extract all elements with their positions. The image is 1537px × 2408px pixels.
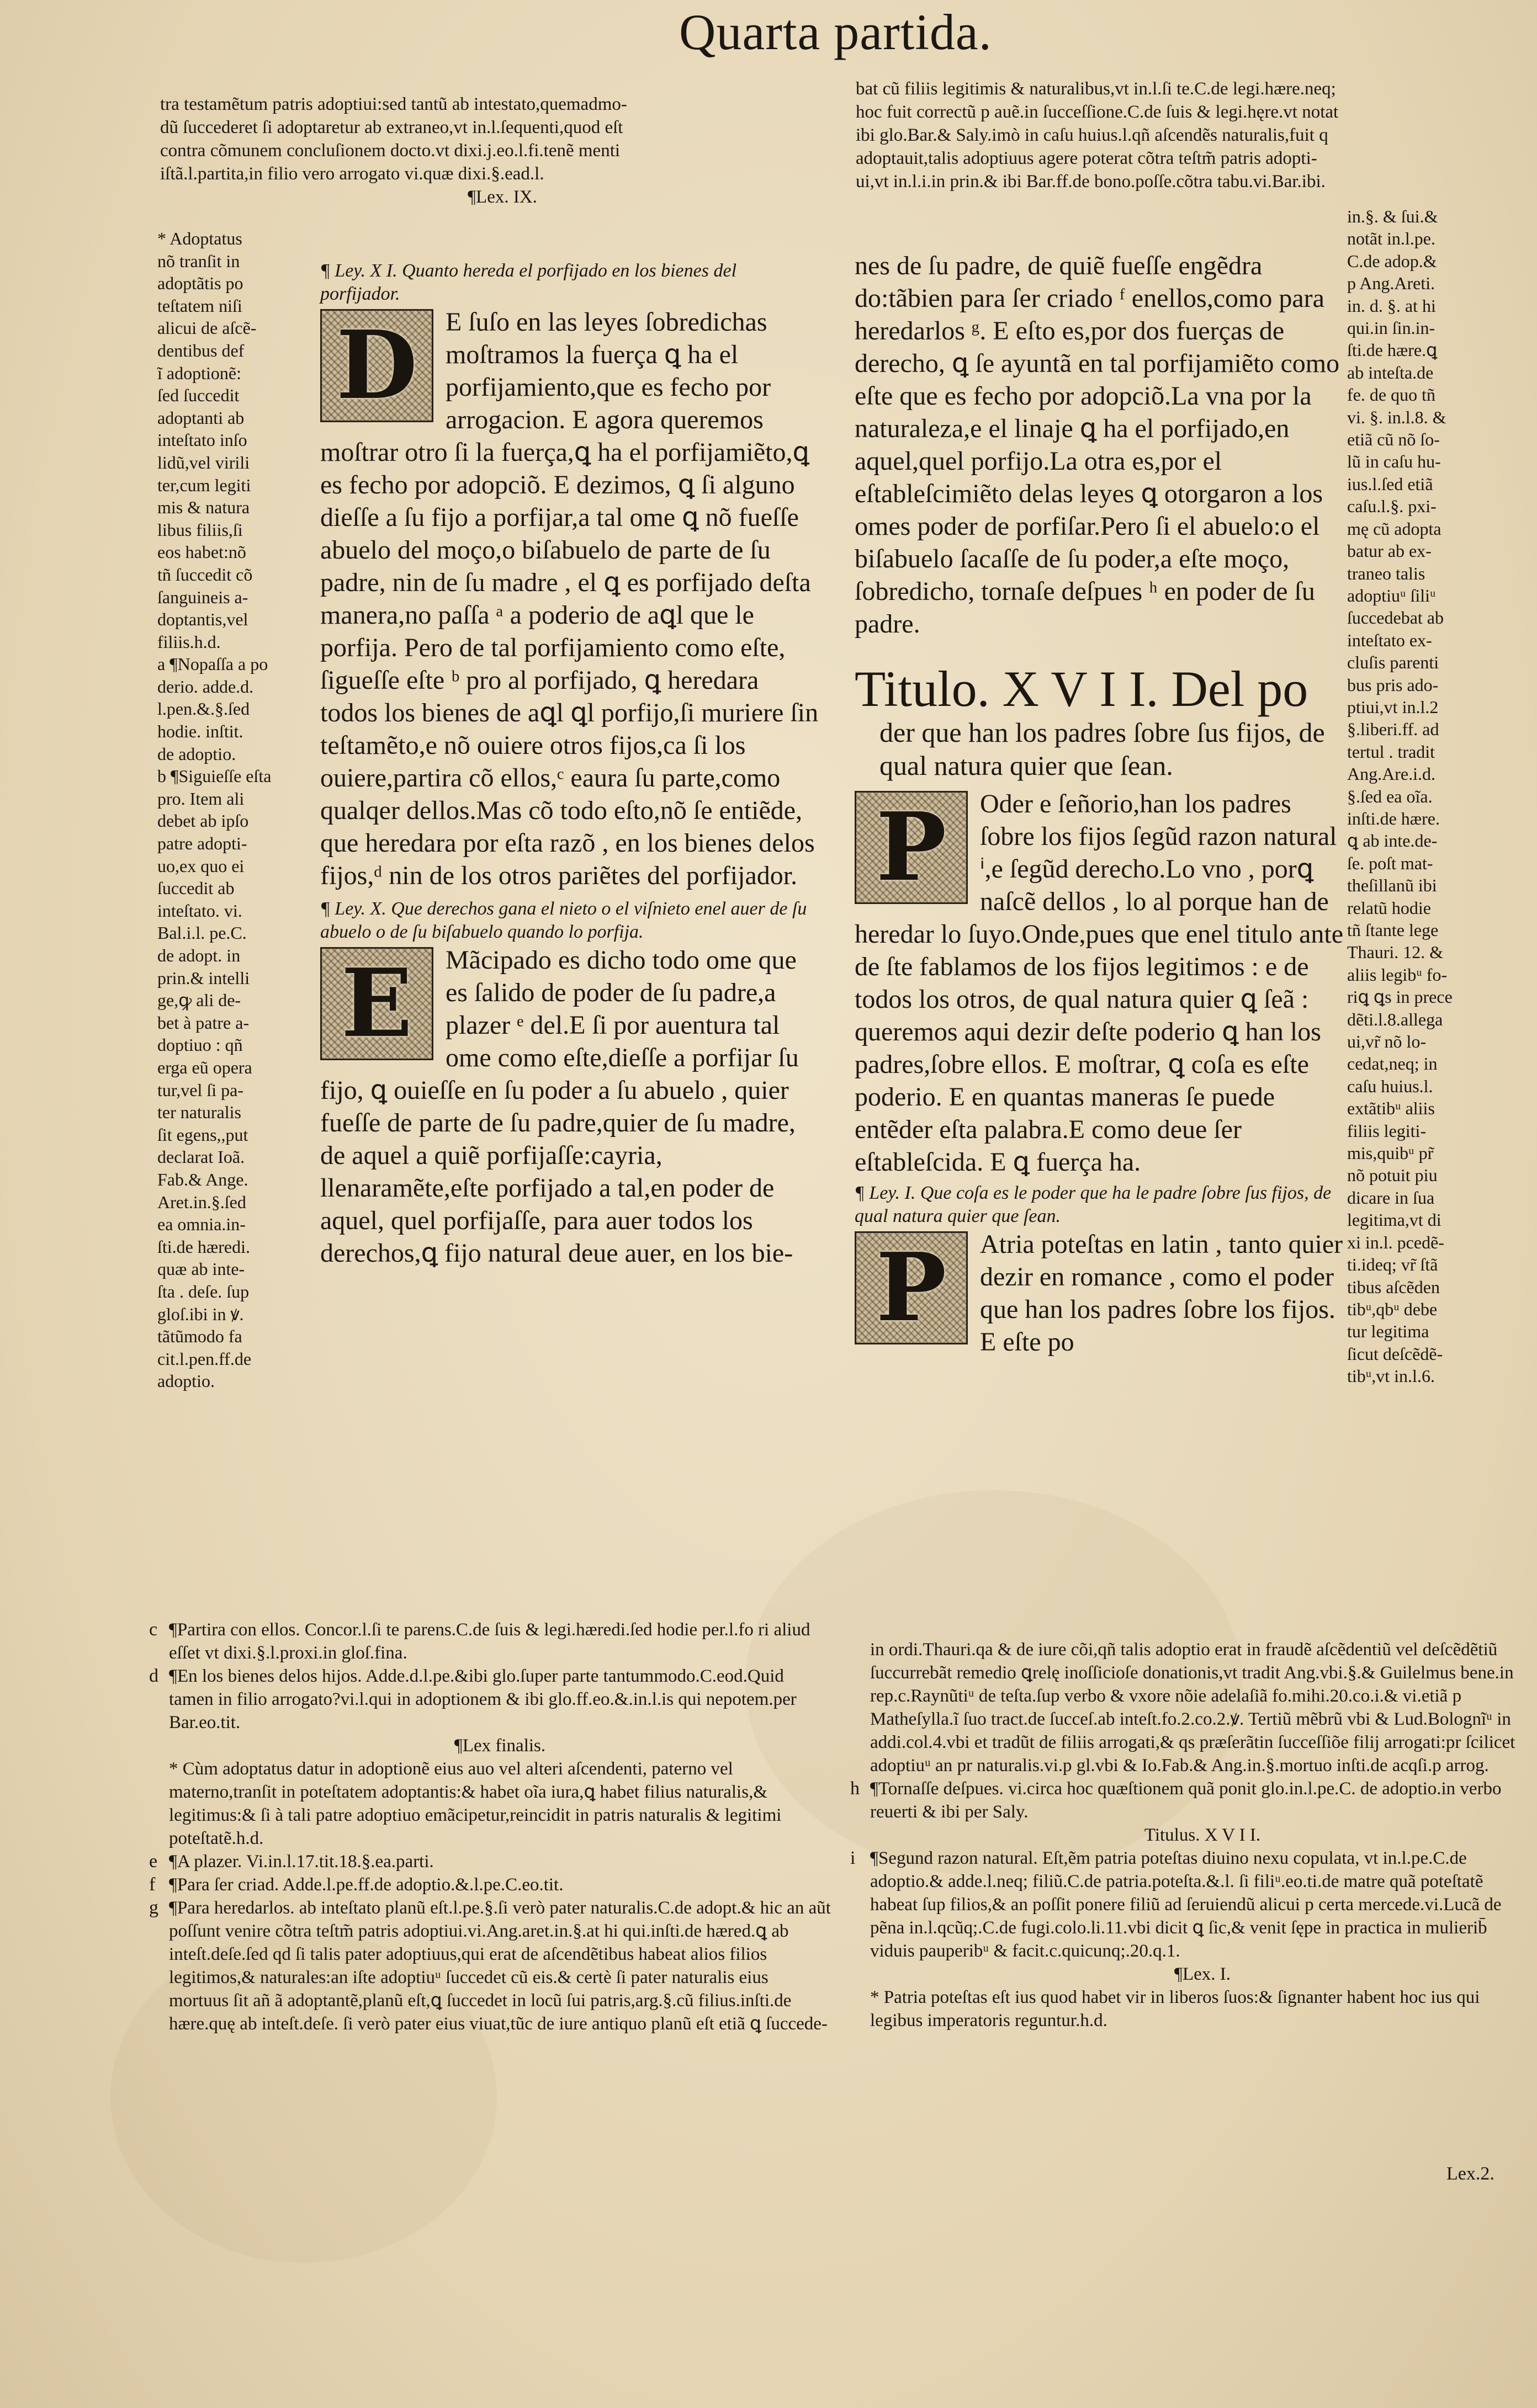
margin-gloss-line: eos habet:nõ [157,542,246,562]
margin-gloss-line: mis & natura [157,497,250,518]
margin-gloss-line: lũ in caſu hu- [1347,451,1441,472]
footnote-text: ¶Tornaſſe deſpues. vi.circa hoc quæſtionem quã ponit glo.in.l.pe.C. de adoptio.in verbo reuerti & ibi per Saly. [870,1779,1502,1822]
gloss-line: dũ ſuccederet ſi adoptaretur ab extraneo,vt in.l.ſequenti,quod eſt [160,118,623,137]
margin-gloss-line: ter naturalis [157,1102,241,1123]
margin-gloss-line: ius.l.ſed etiã [1347,474,1433,494]
footnote-letter: d [149,1666,158,1686]
margin-gloss-line: cluſis parenti [1347,652,1439,673]
law-x-continued-text: nes de ſu padre, de quiẽ fueſſe engẽdra do:tãbien para ſer criado ᶠ enellos,como para heredarlos ᵍ. E eſto es,por dos fuerças de derecho, ꝗ ſe ayuntã en tal porfijamiẽto como eſte que es fecho por adopciõ.La vna por la naturaleza,e el linaje ꝗ ha el porfijado,en aquel,quel porfijo.La otra es,por el eſtableſcimiẽto delas leyes ꝗ otorgaron a los omes poder de porfiſar.Pero ſi el abuelo:o el biſabuelo ſacaſſe de ſu poder,a eſte moço, ſobredicho, tornaſe deſpues ʰ en poder de ſu padre. [855,251,1340,639]
footnote-letter: f [149,1874,156,1895]
margin-gloss-line: ſe. poſt mat- [1347,853,1433,873]
margin-gloss-line: Thauri. 12. & [1347,942,1444,963]
margin-gloss-line: Ang.Are.i.d. [1347,764,1435,784]
margin-gloss-line: ꝗ ab inte.de- [1347,831,1438,851]
gloss-line: adoptauit,talis adoptiuus agere poterat cõtra teſtm̃ patris adopti- [856,148,1317,168]
margin-gloss-line: tñ ſtante lege [1347,920,1439,940]
footnote-text: ¶Partira con ellos. Concor.l.ſi te parens.C.de ſuis & legi.hæredi.ſed hodie per.l.fo ri aliud eſſet vt dixi.§.l.proxi.in gloſ.fina. [169,1620,810,1663]
footnote-letter [149,1757,169,1850]
margin-gloss-line: §.ſed ea oĩa. [1347,786,1433,806]
margin-gloss-line: declarat Ioã. [157,1147,245,1167]
footnote-letter [850,1638,870,1777]
right-margin-gloss [1347,205,1529,1388]
margin-gloss-line: inſti.de hære. [1347,808,1440,828]
margin-gloss-line: fe. de quo tñ [1347,385,1435,405]
margin-gloss-line: tãtũmodo fa [157,1326,242,1347]
margin-gloss-line: ea omnia.in- [157,1214,246,1235]
main-column-right [855,249,1346,1358]
margin-gloss-line: mę cũ adopta [1347,518,1441,539]
margin-gloss-line: ſti.de hære.ꝗ [1347,340,1438,360]
margin-gloss-line: in. d. §. at hi [1347,295,1436,316]
footnote [149,1618,831,1665]
gloss-line: bat cũ filiis legitimis & naturalibus,vt in.l.ſi te.C.de legi.hære.neq; [856,79,1336,99]
catchword: Lex.2. [1446,2164,1494,2184]
footnote [850,1847,1535,1963]
margin-gloss-line: l.pen.&.§.ſed [157,699,250,719]
footnote [149,1896,831,2035]
margin-gloss-line: theſillanũ ibi [1347,875,1437,896]
margin-gloss-line: tibus aſcẽden [1347,1277,1440,1297]
margin-gloss-line: notãt in.l.pe. [1347,228,1435,249]
bottom-left-notes [149,1618,831,2035]
margin-gloss-line: filiis legiti- [1347,1120,1427,1141]
margin-gloss-line: riꝗ ꝗs in prece [1347,987,1453,1007]
law-x-body [320,944,820,1269]
margin-gloss-line: bet à patre a- [157,1012,250,1033]
margin-gloss-line: dẽti.l.8.allega [1347,1009,1443,1029]
footnote-letter: h [850,1778,860,1799]
margin-gloss-line: mis,quibᵘ pr̃ [1347,1143,1434,1163]
gloss-line: hoc fuit correctũ p auẽ.in ſucceſſione.C.de ſuis & legi.hęre.vt notat [856,102,1339,122]
margin-gloss-line: adoptiuᵘ ſiliᵘ [1347,585,1436,605]
decorated-initial-p: P [855,1231,968,1344]
margin-gloss-line: ſuccedebat ab [1347,608,1444,628]
top-right-gloss [856,77,1537,193]
margin-gloss-line: lidũ,vel virili [157,452,250,472]
margin-gloss-line: patre adopti- [157,833,247,854]
titulo-xvii-body [855,788,1346,1178]
decorated-initial-e: E [320,947,433,1060]
titulo-xvii-subtitle: der que han los padres ſobre ſus fijos, de qual natura quier que ſean. [879,716,1325,781]
margin-gloss-line: erga eũ opera [157,1057,252,1077]
margin-gloss-line: tibᵘ,qbᵘ debe [1347,1299,1438,1319]
margin-gloss-line: tibᵘ,vt in.l.6. [1347,1366,1435,1386]
footnote-text: * Patria poteſtas eſt ius quod habet vir in liberos ſuos:& ſignanter habent hoc ius qui legibus imperatoris reguntur.h.d. [870,1987,1480,2030]
law-xi-text: E ſuſo en las leyes ſobredichas moſtramos la fuerça ꝗ ha el porfijamiento,que es fecho por arrogacion. E agora queremos moſtrar otro ſi la fuerça,ꝗ ha el porfijamiẽto,ꝗ es fecho por adopciõ. E dezimos, ꝗ ſi alguno dieſſe a ſu fijo a porfijar,a tal ome ꝗ nõ fueſſe abuelo del moço,o biſabuelo de parte de ſu padre, nin de ſu madre , el ꝗ es porfijado deſta manera,no paſſa ᵃ a poderio de aꝗl que le porfija. Pero de tal porfijamiento como eſte, ſigueſſe eſte ᵇ pro al porfijado, ꝗ heredara todos los bienes de aꝗl ꝗl porfijo,ſi muriere ſin teſtamẽto,e nõ ouiere otros fijos,ca ſi los ouiere,partira cõ ellos,ᶜ eaura ſu parte,como qualqer dellos.Mas cõ todo eſto,nõ ſe entiẽde, que heredara por eſta razõ , en los bienes delos fijos,ᵈ nin de los otros pariẽtes del porfijador. [320,307,819,890]
law-xi-body [320,306,820,892]
footnote [850,1963,1535,1986]
footnote-letter: g [149,1897,158,1918]
margin-gloss-line: b ¶Siguieſſe eſta [157,766,272,786]
decorated-initial-d: D [320,309,433,422]
margin-gloss-line: ſta . deſe. ſup [157,1281,250,1301]
margin-gloss-line: caſu huius.l. [1347,1076,1433,1096]
margin-gloss-line: tertul . tradit [1347,741,1435,762]
decorated-initial-p: P [855,791,968,904]
margin-gloss-line: ſanguineis a- [157,587,248,607]
margin-gloss-line: ſti.de hæredi. [157,1236,250,1257]
margin-gloss-line: uo,ex quo ei [157,855,245,876]
margin-gloss-line: libus filiis,ſi [157,519,243,540]
running-title: Quarta partida. [679,4,992,60]
margin-gloss-line: ter,cum legiti [157,475,251,495]
margin-gloss-line: ptiui,vt in.l.2 [1347,697,1439,717]
footnote-text: ¶Lex finalis. [454,1736,546,1756]
margin-gloss-line: p Ang.Areti. [1347,273,1435,294]
margin-gloss-line: * Adoptatus [157,228,242,248]
margin-gloss-line: doptantis,vel [157,609,248,630]
margin-gloss-line: debet ab ipſo [157,811,249,831]
margin-gloss-line: §.liberi.ff. ad [1347,719,1439,740]
margin-gloss-line: Aret.in.§.ſed [157,1192,246,1212]
ley-i-rubric: ¶ Ley. I. Que coſa es le poder que ha le padre ſobre ſus fijos, de qual natura quier que ſean. [855,1182,1332,1226]
margin-gloss-line: a ¶Nopaſſa a po [157,654,268,674]
footnote [850,1777,1535,1824]
footnote-text: ¶Para heredarlos. ab inteſtato planũ eſt.l.pe.§.ſi verò pater naturalis.C.de adopt.& hic an aũt poſſunt venire cõtra teſtm̃ patris adoptiui.vi.Ang.aret.in.§.at hi qui.inſti.de hæred.ꝗ ab inteſt.deſe.ſed qd ſi talis pater adoptiuus,qui erat de aſcendẽtibus habeat alios filios legitimos,& naturales:an iſte adoptiuᵘ ſuccedet cũ eis.& certè ſi pater naturalis eius mortuus ſit añ ã adoptantẽ,planũ eſt,ꝗ ſuccedet in locũ ſui patris,arg.§.cũ filius.inſti.de hære.quę ab inteſt.deſe. ſi verò pater eius viuat,tũc de iure antiquo planũ eſt etiã ꝗ ſuccede- [169,1898,831,2034]
main-column-left [320,259,820,1269]
margin-gloss-line: pro. Item ali [157,788,245,809]
margin-gloss-line: prin.& intelli [157,968,250,988]
margin-gloss-line: teſtatem niſi [157,295,242,316]
footnote-text: ¶Lex. I. [1174,1964,1231,1984]
footnote [850,1824,1535,1847]
gloss-lex-heading: ¶Lex. IX. [468,187,537,207]
ley-i-body [855,1228,1346,1358]
gloss-line: tra testamẽtum patris adoptiui:sed tantũ ab intestato,quemadmo- [160,94,627,114]
footnote-text: * Cùm adoptatus datur in adoptionẽ eius auo vel alteri aſcendenti, paterno vel materno,tranſit in poteſtatem adoptantis:& habet oĩa iura,ꝗ habet filius naturalis,& legitimus:& ſi à tali patre adoptiuo emãcipetur,reincidit in patris naturalis & legitimi poteſtatẽ.h.d. [169,1759,782,1848]
margin-gloss-line: nõ tranſit in [157,251,240,271]
gloss-line: ibi glo.Bar.& Saly.imò in caſu huius.l.qñ aſcendẽs naturalis,fuit q [856,125,1328,145]
footnote-letter: e [149,1851,158,1872]
margin-gloss-line: ui,vr̃ nõ lo- [1347,1032,1427,1052]
law-xi-rubric: ¶ Ley. X I. Quanto hereda el porfijado en los bienes del porfijador. [320,261,737,304]
margin-gloss-line: dicare in ſua [1347,1187,1435,1208]
margin-gloss-line: ti.ideq; vr̃ ſtã [1347,1255,1438,1275]
margin-gloss-line: quæ ab inte- [157,1259,245,1279]
law-x-rubric: ¶ Ley. X. Que derechos gana el nieto o el viſnieto enel auer de ſu abuelo o de ſu biſabuelo quando lo porfija. [320,899,807,942]
margin-gloss-line: gloſ.ibi in ꝟ. [157,1304,244,1324]
footnote-letter: i [850,1848,856,1868]
margin-gloss-line: derio. adde.d. [157,676,254,697]
footnote-text: ¶Para ſer criad. Adde.l.pe.ff.de adoptio.&.l.pe.C.eo.tit. [169,1875,564,1895]
margin-gloss-line: etiã cũ nõ ſo- [1347,429,1440,450]
margin-gloss-line: tur,vel ſi pa- [157,1080,243,1100]
margin-gloss-line: vi. §. in.l.8. & [1347,407,1446,427]
margin-gloss-line: nõ potuit piu [1347,1165,1438,1186]
margin-gloss-line: in.§. & ſui.& [1347,206,1438,226]
footnote-letter [850,1963,870,1986]
titulo-xvii-heading: Titulo. X V I I. Del po [855,661,1308,717]
footnote [149,1873,831,1896]
margin-gloss-line: caſu.l.§. pxi- [1347,496,1437,517]
margin-gloss-line: legitima,vt di [1347,1210,1441,1230]
margin-gloss-line: de adoptio. [157,743,236,764]
ley-i-text: Atria poteſtas en latin , tanto quier dezir en romance , como el poder que han los padres ſobre los fijos. E eſte po [980,1229,1343,1357]
footnote [149,1734,831,1757]
margin-gloss-line: hodie. inſtit. [157,721,243,742]
margin-gloss-line: cit.l.pen.ff.de [157,1348,252,1369]
margin-gloss-line: inteſtato ex- [1347,630,1432,650]
margin-gloss-line: alicui de aſcẽ- [157,318,257,338]
footnote-text: ¶En los bienes delos hijos. Adde.d.l.pe.&ibi glo.ſuper parte tantummodo.C.eod.Quid tamen in filio arrogato?vi.l.qui in adoptionem & ibi glo.ff.eo.&.in.l.is qui nepotem.per Bar.eo.tit. [169,1666,797,1732]
footnote-letter [850,1986,870,2032]
left-margin-gloss [157,227,312,1392]
margin-gloss-line: tñ ſuccedit cõ [157,564,253,584]
margin-gloss-line: ſicut deſcẽdẽ- [1347,1343,1443,1364]
law-x-text: Mãcipado es dicho todo ome que es ſalido de poder de ſu padre,a plazer ᵉ del.E ſi por auentura tal ome como eſte,dieſſe a porfijar ſu fijo, ꝗ ouieſſe en ſu poder a ſu abuelo , quier fueſſe de parte de ſu padre,quier de ſu madre, de aquel a quiẽ porfijaſſe:cayria, llenaramẽte,eſte porfijado a tal,en poder de aquel, quel porfijaſſe, para auer todos los derechos,ꝗ fijo natural deue auer, en los bie- [320,945,799,1268]
gloss-line: ui,vt in.l.i.in prin.& ibi Bar.ff.de bono.poſſe.cõtra tabu.vi.Bar.ibi. [856,172,1326,192]
margin-gloss-line: extãtibᵘ aliis [1347,1098,1435,1119]
margin-gloss-line: doptiuo : qñ [157,1035,243,1055]
margin-gloss-line: de adopt. in [157,945,241,965]
margin-gloss-line: xi in.l. pcedẽ- [1347,1232,1444,1252]
footnote [149,1850,831,1873]
margin-gloss-line: filiis.h.d. [157,631,221,652]
margin-gloss-line: C.de adop.& [1347,251,1437,271]
footnote-text: ¶Segund razon natural. Eſt,ẽm patria poteſtas diuino nexu copulata, vt in.l.pe.C.de adoptio.& adde.l.neq; filiũ.C.de patria.poteſta.&.l. ſi filiᵘ.eo.ti.de matre quã poteſtatẽ habeat ſup filios,& an poſſit ponere filiũ ad ſeruiendũ alicui p certa mercede.vi.Lucã de pẽna in.l.qcũq;.C.de fugi.colo.li.11.vbi dicit ꝗ ſic,& venit ſępe in practica in mulierib̄ viduis pauperibᵘ & facit.c.quicunq;.20.q.1. [870,1848,1502,1961]
margin-gloss-line: traneo talis [1347,563,1425,583]
margin-gloss-line: adoptãtis po [157,273,243,294]
gloss-line: contra cõmunem concluſionem docto.vt dixi.j.eo.l.fi.tenẽ menti [160,141,621,161]
gloss-line: iſtã.l.partita,in filio vero arrogato vi.quæ dixi.§.ead.l. [160,164,544,184]
footnote-letter [850,1824,870,1847]
footnote-letter: c [149,1619,158,1640]
margin-gloss-line: ab inteſta.de [1347,362,1434,382]
margin-gloss-line: ſit egens,,put [157,1124,248,1145]
margin-gloss-line: qui.in ſin.in- [1347,318,1435,338]
titulo-xvii-text: Oder e ſeñorio,han los padres ſobre los fijos ſegũd razon natural ⁱ,e ſegũd derecho.Lo vno , porꝗ naſcẽ dellos , lo al porque han de heredar lo ſuyo.Onde,pues que enel titulo ante de ſte fablamos de los fijos legitimos : e de todos los otros, de qual natura quier ꝗ ſeã : queremos aqui dezir deſte poderio ꝗ han los padres,ſobre ellos. E moſtrar, ꝗ coſa es eſte poderio. E en quantas maneras ſe puede entẽder eſta palabra.E como deue ſer eſtableſcida. E ꝗ fuerça ha. [855,789,1344,1177]
margin-gloss-line: ĩ adoptionẽ: [157,363,241,383]
margin-gloss-line: batur ab ex- [1347,541,1432,561]
bottom-right-notes [850,1638,1535,2032]
margin-gloss-line: adoptio. [157,1371,215,1391]
footnote-text: Titulus. X V I I. [1144,1825,1261,1845]
top-left-gloss [160,93,845,209]
margin-gloss-line: ſed ſuccedit [157,385,240,406]
margin-gloss-line: Fab.& Ange. [157,1169,248,1189]
footnote [149,1665,831,1734]
footnote [850,1986,1535,2032]
margin-gloss-line: adoptanti ab [157,407,245,428]
margin-gloss-line: inteſtato. vi. [157,900,242,921]
margin-gloss-line: ge,ꝙ ali de- [157,990,241,1011]
footnote-text: ¶A plazer. Vi.in.l.17.tit.18.§.ea.parti. [169,1852,434,1872]
margin-gloss-line: bus pris ado- [1347,674,1439,695]
margin-gloss-line: inteſtato inſo [157,430,247,450]
margin-gloss-line: dentibus def [157,340,245,360]
footnote [149,1757,831,1850]
margin-gloss-line: tur legitima [1347,1321,1429,1342]
margin-gloss-line: relatũ hodie [1347,897,1431,918]
footnote [850,1638,1535,1777]
margin-gloss-line: cedat,neq; in [1347,1054,1438,1074]
footnote-letter [149,1734,169,1757]
margin-gloss-line: ſuccedit ab [157,878,235,899]
margin-gloss-line: aliis legibᵘ fo- [1347,964,1448,985]
margin-gloss-line: Bal.i.l. pe.C. [157,923,247,943]
footnote-text: in ordi.Thauri.qa & de iure cõi,qñ talis adoptio erat in fraudẽ aſcẽdentiũ vel deſcẽdẽtiũ ſuccurrebãt remedio ꝗrelę inoſſicioſe donationis,vt tradit Ang.vbi.§.& Guilelmus bene.in rep.c.Raynũtiᵘ de teſta.ſup verbo & vxore nõie adelaſiã fo.mihi.20.co.i.& vi.etiã p Matheſylla.ĩ ſuo tract.de ſucceſ.ab inteſt.fo.2.co.2.ꝟ. Tertiũ mẽbrũ vbi & Lud.Bolognĩᵘ in addi.col.4.vbi et tradũt de filiis arrogati,& qs præſerãtin ſucceſſiõe filij arrogati:pr ſcilicet adoptiuᵘ an pr naturalis.vi.p gl.vbi & Io.Fab.& Ang.in.§.mortuo inſti.de acqſi.p arrog. [870,1640,1515,1776]
